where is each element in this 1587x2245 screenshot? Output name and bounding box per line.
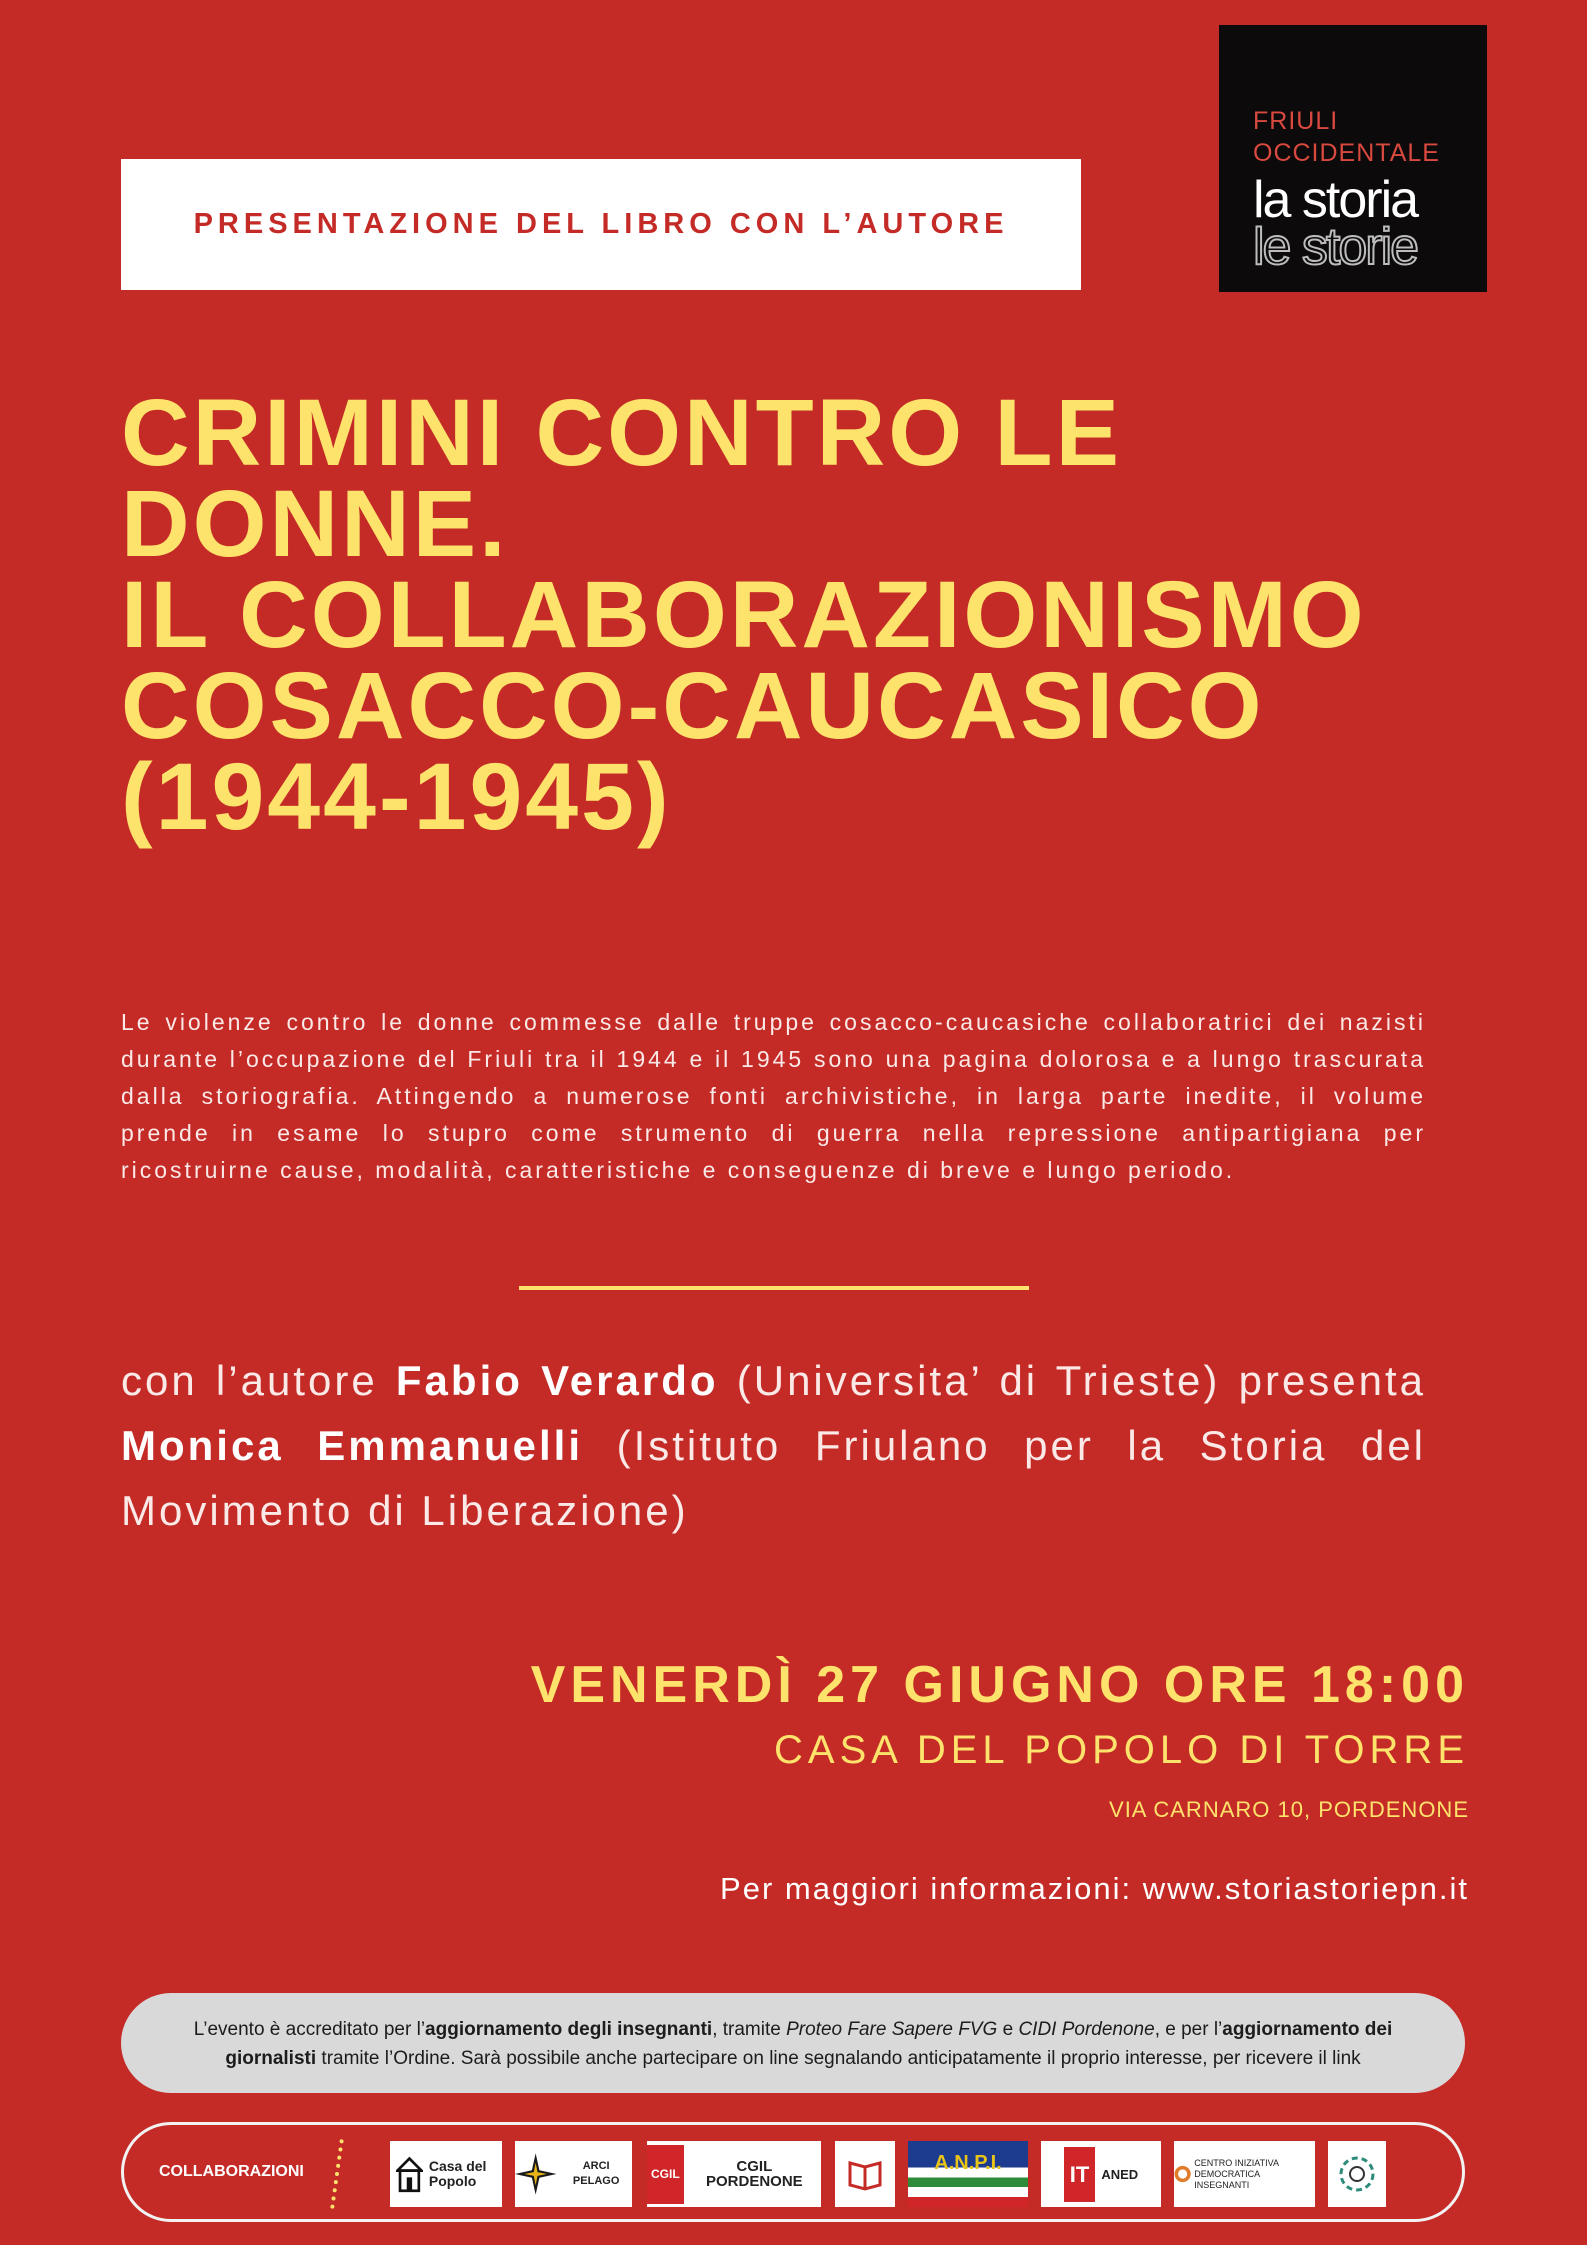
partner-name: A.N.P.I. — [934, 2151, 1002, 2174]
proteo-logo — [1328, 2141, 1386, 2207]
anpi-logo — [908, 2141, 1028, 2207]
aned-logo — [1041, 2141, 1161, 2207]
arci-pelago-logo — [515, 2141, 632, 2207]
notice-text: e — [997, 2019, 1019, 2040]
title-line: CRIMINI CONTRO LE — [121, 380, 1122, 486]
book-title — [121, 380, 1421, 850]
cidi-logo — [1174, 2141, 1315, 2207]
author-name: Fabio Verardo — [395, 1357, 719, 1404]
partner-name: CGIL PORDENONE — [705, 2158, 803, 2190]
author-affiliation: (Universita’ di Trieste) — [736, 1357, 1221, 1404]
book-icon — [848, 2157, 882, 2191]
partner-name: CENTRO INIZIATIVA DEMOCRATICA INSEGNANTI — [1194, 2157, 1279, 2190]
tag-label: PRESENTAZIONE DEL LIBRO CON L’AUTORE — [193, 208, 1009, 240]
partner-name: ANED — [1101, 2166, 1139, 2182]
notice-italic: CIDI Pordenone — [1018, 2019, 1155, 2040]
notice-text: tramite l’Ordine. Sarà possibile anche partecipare on line segnalando anticipatamente il proprio interesse, per ricevere il link — [316, 2048, 1361, 2069]
notice-bold: aggiornamento dei giornalisti — [225, 2019, 1393, 2069]
event-date: VENERDÌ 27 GIUGNO ORE 18:00 — [530, 1656, 1469, 1714]
cidi-circle-icon — [1174, 2159, 1191, 2189]
title-line: IL COLLABORAZIONISMO — [121, 562, 1367, 668]
divider — [519, 1286, 1029, 1290]
collaborations-label: COLLABORAZIONI — [159, 2163, 304, 2180]
speakers — [121, 1348, 1426, 1543]
ifsml-logo — [835, 2141, 895, 2207]
partner-name: ARCI PELAGO — [572, 2160, 620, 2187]
house-icon — [396, 2147, 423, 2201]
compass-star-icon — [515, 2152, 556, 2196]
cgil-logo — [647, 2141, 821, 2207]
casa-del-popolo-logo — [390, 2141, 502, 2207]
presenter-affiliation: (Istituto Friulano per la Storia del Movimento di Liberazione) — [121, 1422, 1427, 1534]
book-description: Le violenze contro le donne commesse dalle truppe cosacco-caucasiche collaboratrici dei nazisti durante l’occupazione del Friuli tra il 1944 e il 1945 sono una pagina dolorosa e a lungo trascurata dalla storiografia. Attingendo a numerose fonti archivistiche, in larga parte inedite, il volume prende in esame lo stupro come strumento di guerra nella repressione antipartigiana per ricostruirne cause, modalità, caratteristiche e conseguenze di breve e lungo periodo. — [121, 1009, 1426, 1183]
partner-name: Casa del Popolo — [428, 2158, 487, 2189]
collaborations-bar — [121, 2122, 1465, 2222]
info-link[interactable]: Per maggiori informazioni: www.storiastoriepn.it — [720, 1871, 1469, 1906]
presenter-prefix: presenta — [1238, 1357, 1427, 1404]
cgil-mark: CGIL — [647, 2145, 684, 2204]
logo-line-3: la storia — [1253, 171, 1418, 229]
logo-line-2: OCCIDENTALE — [1253, 139, 1440, 167]
dotted-separator — [330, 2139, 344, 2209]
notice-text: , e per l’ — [1154, 2019, 1223, 2040]
tag-box — [121, 159, 1081, 290]
author-prefix: con l’autore — [121, 1357, 378, 1404]
notice-bold: aggiornamento degli insegnanti — [425, 2019, 713, 2040]
storia-storie-logo — [1219, 25, 1487, 292]
presenter-name: Monica Emmanuelli — [121, 1422, 583, 1469]
proteo-swirl-icon — [1335, 2152, 1379, 2196]
event-venue: CASA DEL POPOLO DI TORRE — [774, 1728, 1469, 1772]
title-line: (1944-1945) — [121, 744, 672, 850]
notice-text: , tramite — [712, 2019, 787, 2040]
logo-line-1: FRIULI — [1253, 107, 1339, 135]
event-address: VIA CARNARO 10, PORDENONE — [1109, 1797, 1469, 1822]
notice-italic: Proteo Fare Sapere FVG — [786, 2019, 998, 2040]
logo-line-4: le storie — [1253, 218, 1418, 276]
title-line: COSACCO-CAUCASICO — [121, 653, 1265, 759]
title-line: DONNE. — [121, 471, 509, 577]
notice-text: L’evento è accreditato per l’ — [193, 2019, 426, 2040]
accreditation-notice — [121, 1993, 1465, 2093]
aned-mark: IT — [1064, 2147, 1096, 2202]
